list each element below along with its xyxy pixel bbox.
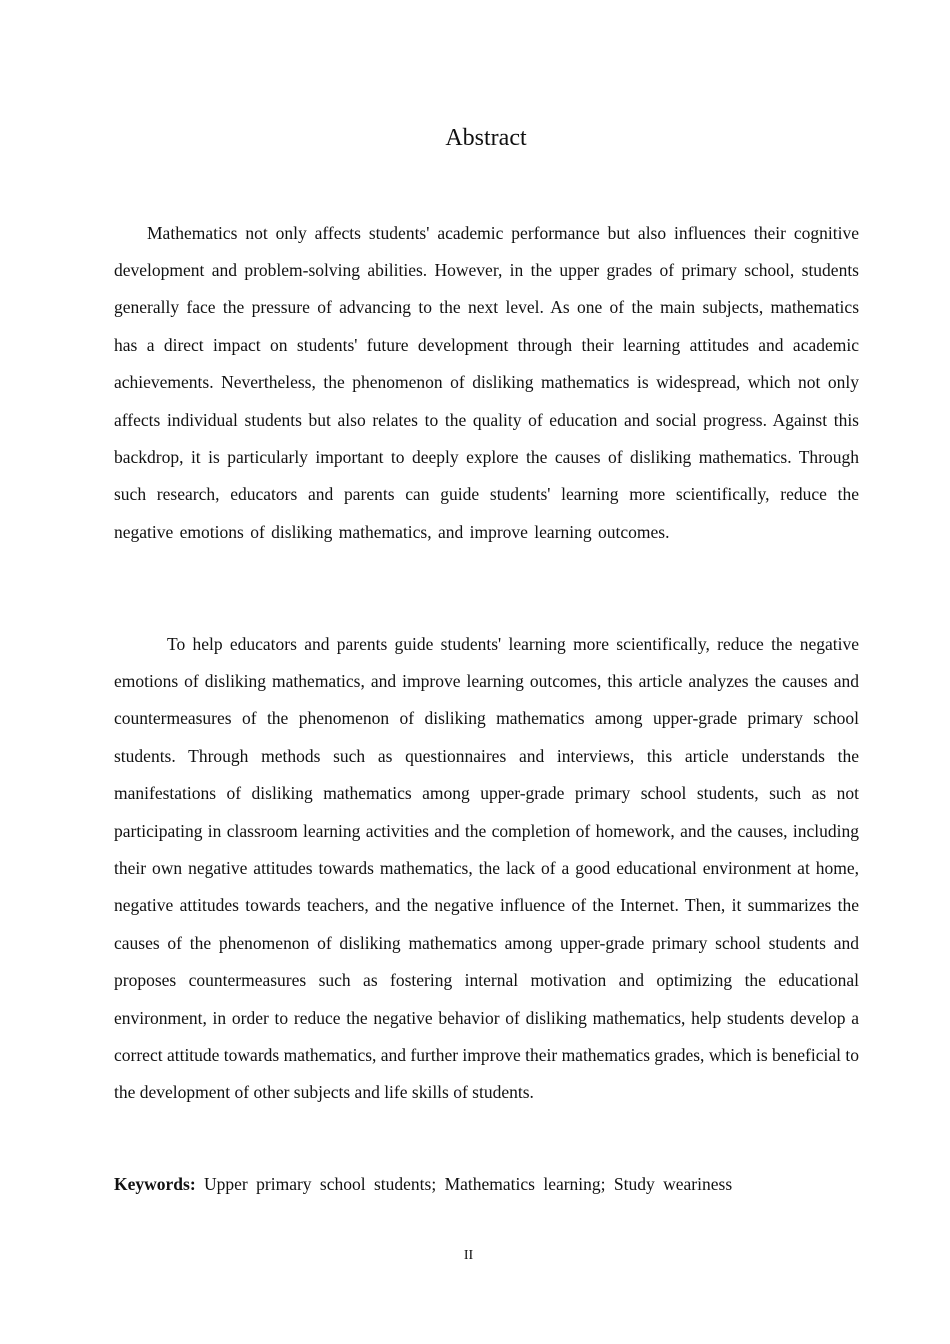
keywords-line	[114, 1167, 859, 1201]
page-number: II	[463, 1248, 474, 1263]
keywords-label: Keywords:	[114, 1174, 196, 1194]
abstract-title: Abstract	[445, 125, 527, 151]
abstract-paragraph-1: Mathematics not only affects students' academic performance but also influences their cognitive development and problem-solving abilities. However, in the upper grades of primary school, students generally face the pressure of advancing to the next level. As one of the main subjects, mathematics has a direct impact on students' future development through their learning attitudes and academic achievements. Nevertheless, the phenomenon of disliking mathematics is widespread, which not only affects individual students but also relates to the quality of education and social progress. Against this backdrop, it is particularly important to deeply explore the causes of disliking mathematics. Through such research, educators and parents can guide students' learning more scientifically, reduce the negative emotions of disliking mathematics, and improve learning outcomes.	[114, 222, 859, 542]
abstract-paragraph-2: To help educators and parents guide students' learning more scientifically, reduce the negative emotions of disliking mathematics, and improve learning outcomes, this article analyzes the causes and countermeasures of the phenomenon of disliking mathematics among upper-grade primary school students. Through methods such as questionnaires and interviews, this article understands the manifestations of disliking mathematics among upper-grade primary school students, such as not participating in classroom learning activities and the completion of homework, and the causes, including their own negative attitudes towards mathematics, the lack of a good educational environment at home, negative attitudes towards teachers, and the negative influence of the Internet. Then, it summarizes the causes of the phenomenon of disliking mathematics among upper-grade primary school students and proposes countermeasures such as fostering internal motivation and optimizing the educational environment, in order to reduce the negative behavior of disliking mathematics, help students develop a correct attitude towards mathematics, and further improve their mathematics grades, which is beneficial to the development of other subjects and life skills of students.	[114, 633, 859, 1103]
keywords-text: Upper primary school students; Mathematics learning; Study weariness	[204, 1174, 733, 1194]
